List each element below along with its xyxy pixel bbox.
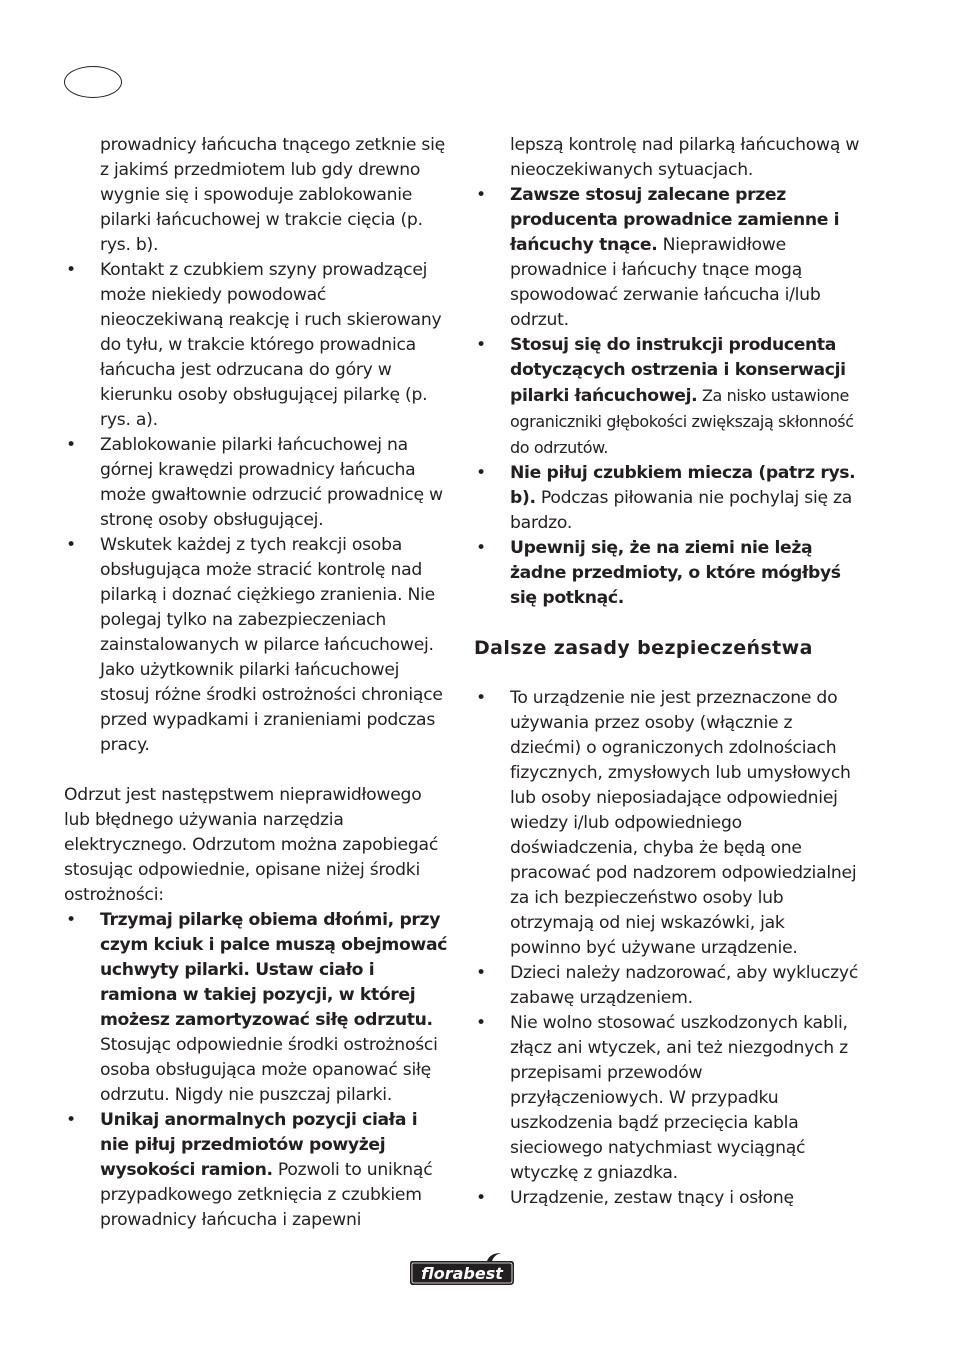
list-item: [474, 183, 860, 333]
list-item-text: Zablokowanie pilarki łańcuchowej na górnej krawędzi prowadnicy łańcucha może gwałtownie odrzucić prowadnicę w stronę osoby obsługującej.: [100, 435, 443, 530]
bullet-icon: •: [476, 463, 486, 483]
section-heading: Dalsze zasady bezpieczeństwa: [474, 637, 813, 659]
list-item: [474, 333, 860, 461]
bullet-icon: •: [476, 538, 486, 558]
kickback-paragraph: Odrzut jest następstwem nieprawidłowego lub błędnego używania narzędzia elektrycznego. Odrzutom można zapobiegać stosując odpowiednie, opisane niżej środki ostrożności:: [64, 785, 439, 905]
bullet-icon: •: [66, 910, 76, 930]
instruction-text: Pozwoli to uniknąć przypadkowego zetknięcia z czubkiem prowadnicy łańcucha i zapewni: [100, 1160, 433, 1230]
bold-instruction: Zawsze stosuj zalecane przez producenta prowadnice zamienne i łańcuchy tnące.: [510, 185, 840, 255]
right-column: [474, 133, 860, 1211]
bullet-icon: •: [476, 688, 486, 708]
bullet-icon: •: [476, 963, 486, 983]
instruction-text: Nieprawidłowe prowadnice i łańcuchy tnące mogą spowodować zerwanie łańcucha i/lub odrzut.: [510, 235, 821, 330]
list-item: [64, 533, 448, 758]
list-item-text: To urządzenie nie jest przeznaczone do używania przez osoby (włącznie z dziećmi) o ograniczonych zdolnościach fizycznych, zmysłowych lub umysłowych lub osoby nieposiadające odpowiedniej wiedzy i/lub odpowiedniego doświadczenia, chyba że będą one pracować pod nadzorem odpowiedzialnej za ich bezpieczeństwo osoby lub otrzymają od niej wskazówki, jak powinno być używane urządzenie.: [510, 688, 857, 958]
left-column: [64, 133, 448, 1233]
list-item: [474, 536, 860, 611]
list-item: [474, 1011, 860, 1186]
florabest-logo: [406, 1252, 518, 1288]
list-item: [64, 908, 448, 1108]
instruction-text: Podczas piłowania nie pochylaj się za bardzo.: [510, 488, 853, 533]
list-item: [474, 461, 860, 536]
bullet-icon: •: [476, 335, 486, 355]
continued-paragraph: prowadnicy łańcucha tnącego zetknie się z jakimś przedmiotem lub gdy drewno wygnie się i spowoduje zablokowanie pilarki łańcuchowej w trakcie cięcia (p. rys. b).: [100, 135, 445, 255]
list-item: [64, 258, 448, 433]
bullet-icon: •: [66, 535, 76, 555]
continued-paragraph: lepszą kontrolę nad pilarką łańcuchową w nieoczekiwanych sytuacjach.: [510, 135, 860, 180]
bullet-icon: •: [476, 185, 486, 205]
list-item-text: Wskutek każdej z tych reakcji osoba obsługująca może stracić kontrolę nad pilarką i doznać ciężkiego zranienia. Nie polegaj tylko na zabezpieczeniach zainstalowanych w pilarce łańcuchowej. Jako użytkownik pilarki łańcuchowej stosuj różne środki ostrożności chroniące przed wypadkami i zranieniami podczas pracy.: [100, 535, 443, 755]
list-item-text: Dzieci należy nadzorować, aby wykluczyć zabawę urządzeniem.: [510, 963, 859, 1008]
list-item: [64, 433, 448, 533]
list-item-text: Urządzenie, zestaw tnący i osłonę: [510, 1188, 794, 1208]
list-item: [64, 1108, 448, 1233]
bold-instruction: Unikaj anormalnych pozycji ciała i nie piłuj przedmiotów powyżej wysokości ramion.: [100, 1110, 418, 1180]
bold-instruction: Trzymaj pilarkę obiema dłońmi, przy czym kciuk i palce muszą obejmować uchwyty pilarki. Ustaw ciało i ramiona w takiej pozycji, w której możesz zamortyzować siłę odrzutu.: [100, 910, 448, 1030]
bullet-icon: •: [66, 1110, 76, 1130]
bold-instruction: Stosuj się do instrukcji producenta dotyczących ostrzenia i konserwacji pilarki łańcuchowej.: [510, 335, 846, 406]
list-item-text: Kontakt z czubkiem szyny prowadzącej może niekiedy powodować nieoczekiwaną reakcję i ruch skierowany do tyłu, w trakcie którego prowadnica łańcucha jest odrzucana do góry w kierunku osoby obsługującej pilarkę (p. rys. a).: [100, 260, 442, 430]
logo-text: florabest: [421, 1264, 503, 1283]
list-item: [474, 1186, 860, 1211]
bold-instruction: Nie piłuj czubkiem miecza (patrz rys. b).: [510, 463, 856, 508]
bullet-icon: •: [476, 1188, 486, 1208]
language-badge: [64, 66, 122, 98]
instruction-text: Za nisko ustawione ograniczniki głębokości zwiększają skłonność do odrzutów.: [510, 386, 854, 457]
bullet-icon: •: [476, 1013, 486, 1033]
list-item: [474, 961, 860, 1011]
list-item-text: Nie wolno stosować uszkodzonych kabli, złącz ani wtyczek, ani też niezgodnych z przepisami przewodów przyłączeniowych. W przypadku uszkodzenia bądź przecięcia kabla sieciowego natychmiast wyciągnąć wtyczkę z gniazdka.: [510, 1013, 848, 1183]
bullet-icon: •: [66, 435, 76, 455]
instruction-text: Stosując odpowiednie środki ostrożności osoba obsługująca może opanować siłę odrzutu. Nigdy nie puszczaj pilarki.: [100, 1035, 438, 1105]
list-item: [474, 686, 860, 961]
bullet-icon: •: [66, 260, 76, 280]
bold-instruction: Upewnij się, że na ziemi nie leżą żadne przedmioty, o które mógłbyś się potknąć.: [510, 538, 841, 608]
